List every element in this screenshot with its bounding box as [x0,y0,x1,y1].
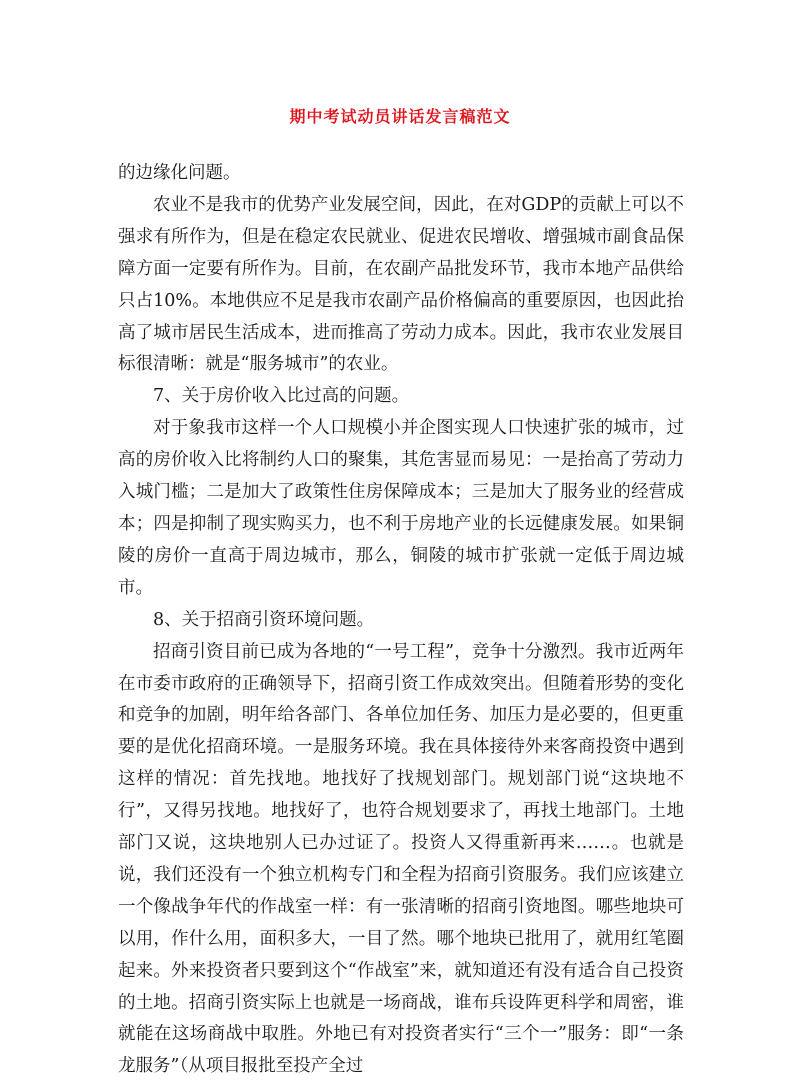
document-title: 期中考试动员讲话发言稿范文 [289,107,511,126]
paragraph: 对于象我市这样一个人口规模小并企图实现人口快速扩张的城市，过高的房价收入比将制约人口的聚集，其危害显而易见：一是抬高了劳动力入城门槛；二是加大了政策性住房保障成本；三是加大了服务业的经营成本；四是抑制了现实购买力，也不利于房地产业的长远健康发展。如果铜陵的房价一直高于周边城市，那么，铜陵的城市扩张就一定低于周边城市。 [118,418,684,598]
section-heading: 8、关于招商引资环境问题。 [153,609,375,630]
paragraph: 的边缘化问题。 [118,163,241,183]
document-body [118,158,684,1083]
paragraph: 招商引资目前已成为各地的“一号工程”，竞争十分激烈。我市近两年在市委市政府的正确领导下，招商引资工作成效突出。但随着形势的变化和竞争的加剧，明年给各部门、各单位加任务、加压力是必要的，但更重要的是优化招商环境。一是服务环境。我在具体接待外来客商投资中遇到这样的情况：首先找地。地找好了找规划部门。规划部门说“这块地不行”，又得另找地。地找好了，也符合规划要求了，再找土地部门。土地部门又说，这块地别人已办过证了。投资人又得重新再来……。也就是说，我们还没有一个独立机构专门和全程为招商引资服务。我们应该建立一个像战争年代的作战室一样：有一张清晰的招商引资地图。哪些地块可以用，作什么用，面积多大，一目了然。哪个地块已批用了，就用红笔圈起来。外来投资者只要到这个“作战室”来，就知道还有没有适合自己投资的土地。招商引资实际上也就是一场商战，谁布兵设阵更科学和周密，谁就能在这场商战中取胜。外地已有对投资者实行“三个一”服务：即“一条龙服务”（从项目报批至投产全过 [118,641,684,1077]
section-heading: 7、关于房价收入比过高的问题。 [153,386,410,407]
paragraph: 农业不是我市的优势产业发展空间，因此，在对GDP的贡献上可以不强求有所作为，但是在稳定农民就业、促进农民增收、增强城市副食品保障方面一定要有所作为。目前，在农副产品批发环节，我市本地产品供给只占10%。本地供应不足是我市农副产品价格偏高的重要原因，也因此抬高了城市居民生活成本，进而推高了劳动力成本。因此，我市农业发展目标很清晰：就是“服务城市”的农业。 [118,194,684,375]
